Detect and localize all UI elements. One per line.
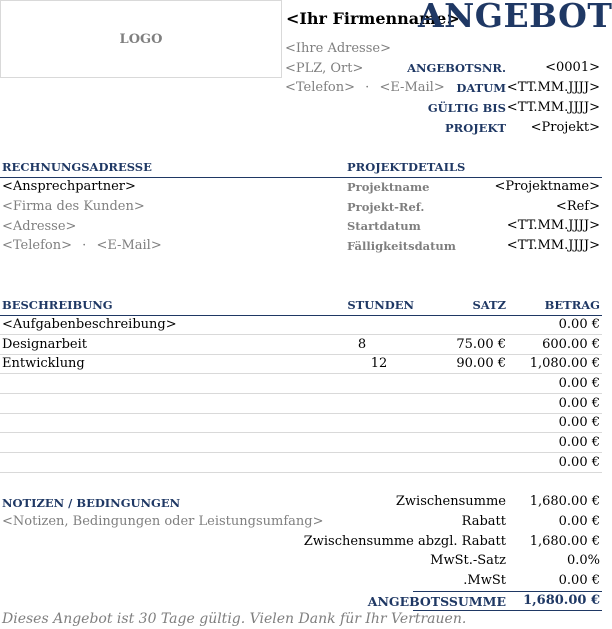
billing-contact-line	[2, 238, 162, 253]
separator-dot: ·	[365, 80, 370, 95]
company-name: <Ihr Firmenname>	[286, 9, 460, 28]
row-amount: 0.00 €	[558, 415, 600, 430]
tax-rate-value: 0.0%	[566, 553, 600, 568]
start-date-value: <TT.MM.JJJJ>	[506, 218, 600, 233]
subtotal-label: Zwischensumme	[395, 494, 506, 509]
document-title: ANGEBOT	[418, 0, 612, 35]
billing-email: <E-Mail>	[96, 238, 162, 253]
row-amount: 600.00 €	[542, 337, 600, 352]
grand-total-top-rule	[413, 591, 602, 592]
billing-phone: <Telefon>	[2, 238, 73, 253]
valid-until-value: <TT.MM.JJJJ>	[506, 100, 600, 115]
row-divider	[0, 334, 602, 335]
start-date-label: Startdatum	[347, 219, 421, 233]
row-description: <Aufgabenbeschreibung>	[2, 317, 177, 332]
quote-number-value: <0001>	[545, 60, 600, 75]
row-description: Entwicklung	[2, 356, 85, 371]
valid-until-label: GÜLTIG BIS	[427, 101, 506, 115]
row-divider	[0, 354, 602, 355]
billing-company: <Firma des Kunden>	[2, 199, 145, 214]
due-date-value: <TT.MM.JJJJ>	[506, 238, 600, 253]
quote-number-label: ANGEBOTSNR.	[407, 61, 506, 75]
quote-date-value: <TT.MM.JJJJ>	[506, 80, 600, 95]
row-rate: 75.00 €	[456, 337, 506, 352]
subtotal-after-discount-label: Zwischensumme abzgl. Rabatt	[303, 534, 506, 549]
quote-date-label: DATUM	[456, 81, 506, 95]
subtotal-value: 1,680.00 €	[529, 494, 600, 509]
grand-total-label: ANGEBOTSSUMME	[367, 594, 506, 609]
row-divider	[0, 432, 602, 433]
subtotal-after-discount-value: 1,680.00 €	[529, 534, 600, 549]
col-header-hours: STUNDEN	[347, 298, 414, 312]
row-amount: 0.00 €	[558, 455, 600, 470]
logo-placeholder	[0, 0, 282, 78]
row-hours: 12	[370, 356, 388, 371]
row-divider	[0, 472, 602, 473]
col-header-amount: BETRAG	[544, 298, 600, 312]
notes-text: <Notizen, Bedingungen oder Leistungsumfang>	[2, 514, 324, 529]
project-ref-label: Projekt-Ref.	[347, 200, 425, 214]
row-divider	[0, 393, 602, 394]
discount-value: 0.00 €	[558, 514, 600, 529]
row-description: Designarbeit	[2, 337, 88, 352]
project-label: PROJEKT	[445, 121, 506, 135]
logo-text: LOGO	[119, 31, 163, 47]
tax-rate-label: MwSt.-Satz	[430, 553, 506, 568]
col-header-rate: SATZ	[472, 298, 506, 312]
footer-note: Dieses Angebot ist 30 Tage gültig. Vielen Dank für Ihr Vertrauen.	[2, 611, 467, 627]
billing-divider	[0, 177, 602, 178]
row-amount: 0.00 €	[558, 317, 600, 332]
row-amount: 0.00 €	[558, 435, 600, 450]
grand-total-value: 1,680.00 €	[523, 593, 600, 608]
project-details-heading: PROJEKTDETAILS	[347, 160, 466, 174]
separator-dot: ·	[82, 238, 87, 253]
row-rate: 90.00 €	[456, 356, 506, 371]
row-amount: 0.00 €	[558, 376, 600, 391]
table-header-divider	[0, 315, 602, 316]
tax-label: MwSt.	[463, 573, 506, 588]
tax-value: 0.00 €	[558, 573, 600, 588]
row-divider	[0, 413, 602, 414]
row-amount: 1,080.00 €	[529, 356, 600, 371]
project-ref-value: <Ref>	[555, 199, 600, 214]
company-city: <PLZ, Ort>	[285, 61, 364, 76]
company-phone: <Telefon>	[285, 80, 356, 95]
row-divider	[0, 373, 602, 374]
company-address: <Ihre Adresse>	[285, 41, 391, 56]
project-name-value: <Projektname>	[494, 179, 600, 194]
project-value: <Projekt>	[530, 120, 600, 135]
discount-label: Rabatt	[461, 514, 506, 529]
billing-address: <Adresse>	[2, 219, 77, 234]
company-email: <E-Mail>	[379, 80, 445, 95]
col-header-description: BESCHREIBUNG	[2, 298, 113, 312]
row-amount: 0.00 €	[558, 396, 600, 411]
billing-contact: <Ansprechpartner>	[2, 179, 136, 194]
row-hours: 8	[357, 337, 367, 352]
row-divider	[0, 452, 602, 453]
due-date-label: Fälligkeitsdatum	[347, 239, 456, 253]
notes-heading: NOTIZEN / BEDINGUNGEN	[2, 496, 181, 510]
billing-heading: RECHNUNGSADRESSE	[2, 160, 152, 174]
project-name-label: Projektname	[347, 180, 430, 194]
